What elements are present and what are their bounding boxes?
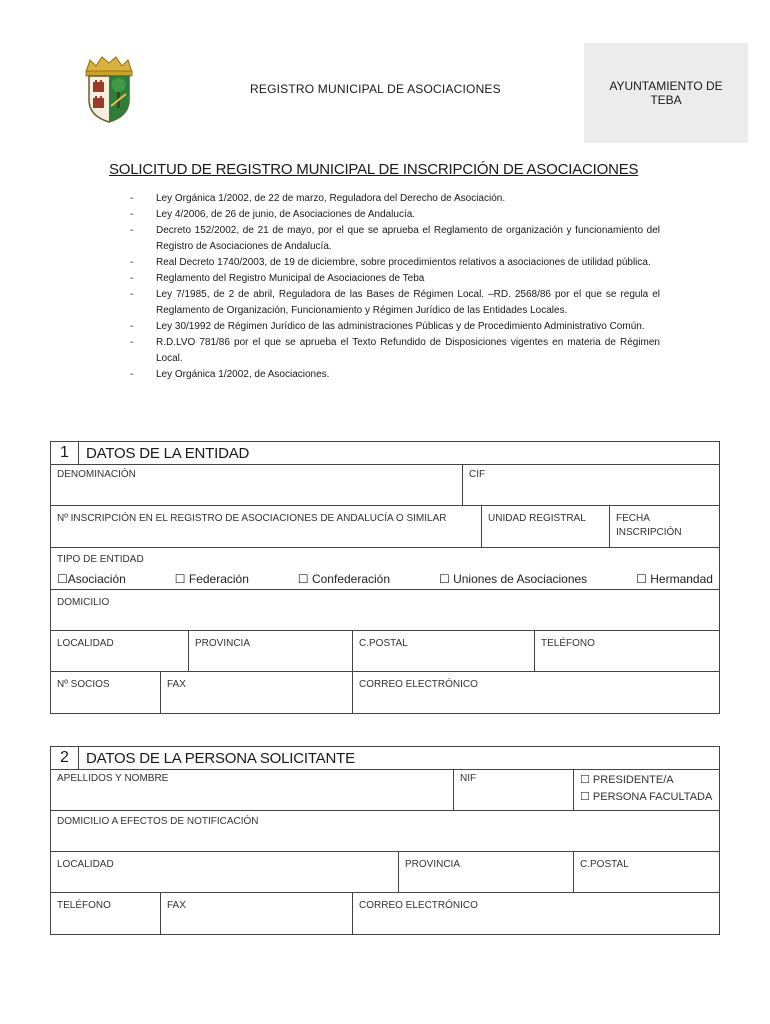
registration-date-field[interactable]: [610, 506, 719, 547]
legal-references-list: [130, 191, 660, 383]
section-entity-data: [50, 441, 720, 714]
members-count-field[interactable]: Nº SOCIOS: [51, 672, 161, 713]
section-header: [51, 747, 719, 770]
postal-code-field[interactable]: C.POSTAL: [353, 631, 535, 671]
law-item: - Decreto 152/2002, de 21 de mayo, por el que se aprueba el Reglamento de organización y funcionamiento del Registro de Asociaciones de Andalucía.: [130, 223, 660, 255]
section-header: [51, 442, 719, 465]
applicant-role-options: [574, 770, 719, 810]
section-number: 1: [51, 442, 79, 464]
provincia-field[interactable]: PROVINCIA: [399, 852, 574, 892]
email-field[interactable]: CORREO ELECTRÓNICO: [359, 900, 478, 911]
registration-number-field[interactable]: Nº INSCRIPCIÓN EN EL REGISTRO DE ASOCIACIONES DE ANDALUCÍA O SIMILAR: [51, 506, 482, 547]
checkbox-hermandad[interactable]: ☐ Hermandad: [636, 572, 713, 586]
denominacion-field[interactable]: DENOMINACIÓN: [51, 465, 463, 505]
registry-unit-field[interactable]: UNIDAD REGISTRAL: [482, 506, 610, 547]
checkbox-confederacion[interactable]: ☐ Confederación: [297, 572, 391, 586]
checkbox-federacion[interactable]: ☐ Federación: [174, 572, 249, 586]
email-field[interactable]: CORREO ELECTRÓNICO: [359, 679, 478, 690]
section-number: 2: [51, 747, 79, 769]
section-title: DATOS DE LA PERSONA SOLICITANTE: [86, 749, 355, 767]
law-item: - Ley Orgánica 1/2002, de Asociaciones.: [130, 367, 660, 383]
section-applicant-data: [50, 746, 720, 935]
registration-date-label-1: FECHA: [616, 513, 650, 524]
checkbox-asociacion[interactable]: ☐Asociación: [57, 572, 126, 586]
entity-type-options: [57, 572, 713, 586]
checkbox-uniones[interactable]: ☐ Uniones de Asociaciones: [439, 572, 588, 586]
organization-name-line2: TEBA: [650, 93, 682, 107]
law-item: - Ley Orgánica 1/2002, de 22 de marzo, Reguladora del Derecho de Asociación.: [130, 191, 660, 207]
organization-name-line1: AYUNTAMIENTO DE: [609, 79, 723, 93]
nif-field[interactable]: NIF: [454, 770, 574, 810]
checkbox-persona-facultada[interactable]: ☐ PERSONA FACULTADA: [580, 791, 713, 803]
telefono-field[interactable]: TELÉFONO: [541, 638, 595, 649]
cif-field[interactable]: CIF: [469, 469, 486, 480]
law-item: - Ley 30/1992 de Régimen Jurídico de las administraciones Públicas y de Procedimiento Administrativo Común.: [130, 319, 660, 335]
law-item: - Ley 4/2006, de 26 de junio, de Asociaciones de Andalucía.: [130, 207, 660, 223]
law-item: - Ley 7/1985, de 2 de abril, Reguladora de las Bases de Régimen Local. –RD. 2568/86 por el que se regula el Reglamento de Organización, Funcionamiento y Régimen Jurídico de las Entidades Locales.: [130, 287, 660, 319]
law-item: - Reglamento del Registro Municipal de Asociaciones de Teba: [130, 271, 660, 287]
entity-type-label: TIPO DE ENTIDAD: [57, 554, 144, 565]
checkbox-presidente[interactable]: ☐ PRESIDENTE/A: [580, 774, 674, 786]
notification-address-field[interactable]: DOMICILIO A EFECTOS DE NOTIFICACIÓN: [57, 816, 259, 827]
fax-field[interactable]: FAX: [161, 893, 353, 934]
provincia-field[interactable]: PROVINCIA: [189, 631, 353, 671]
fax-field[interactable]: FAX: [161, 672, 353, 713]
telefono-field[interactable]: TELÉFONO: [51, 893, 161, 934]
law-item: - R.D.LVO 781/86 por el que se aprueba el Texto Refundido de Disposiciones vigentes en materia de Régimen Local.: [130, 335, 660, 367]
registration-date-label-2: INSCRIPCIÓN: [616, 527, 682, 538]
postal-code-field[interactable]: C.POSTAL: [580, 859, 629, 870]
section-title: DATOS DE LA ENTIDAD: [86, 444, 250, 462]
form-title: SOLICITUD DE REGISTRO MUNICIPAL DE INSCRIPCIÓN DE ASOCIACIONES: [109, 161, 639, 178]
localidad-field[interactable]: LOCALIDAD: [51, 852, 399, 892]
entity-type-field: [51, 548, 719, 589]
domicilio-field[interactable]: DOMICILIO: [57, 597, 110, 608]
full-name-field[interactable]: APELLIDOS Y NOMBRE: [51, 770, 454, 810]
municipal-crest-logo: [80, 54, 138, 124]
law-item: - Real Decreto 1740/2003, de 19 de diciembre, sobre procedimientos relativos a asociaciones de utilidad pública.: [130, 255, 660, 271]
organization-box: [584, 43, 748, 143]
header-title: REGISTRO MUNICIPAL DE ASOCIACIONES: [250, 82, 501, 96]
localidad-field[interactable]: LOCALIDAD: [51, 631, 189, 671]
